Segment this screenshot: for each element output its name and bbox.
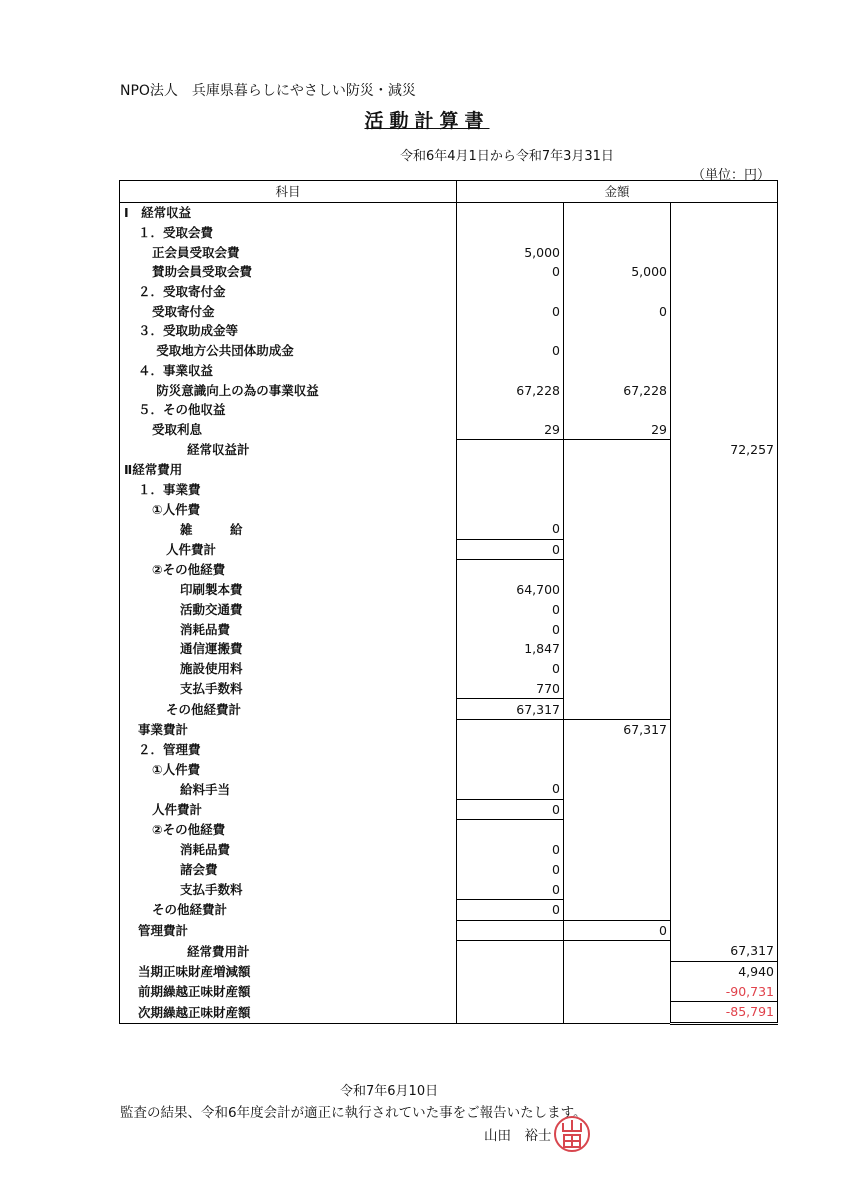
table-row [120,600,778,620]
row-subtotal-amount: 0 [564,920,671,941]
table-row [120,321,778,341]
row-total-amount [671,879,778,899]
row-total-amount [671,301,778,321]
row-subtotal-amount [564,282,671,302]
table-row [120,920,778,941]
row-detail-amount: 1,847 [457,639,564,659]
row-total-amount: 67,317 [671,941,778,961]
row-total-amount [671,420,778,440]
row-label: 給料手当 [120,779,457,799]
table-row [120,262,778,282]
row-subtotal-amount [564,659,671,679]
table-row [120,282,778,302]
row-detail-amount: 5,000 [457,242,564,262]
row-detail-amount [457,203,564,223]
row-label: ２．管理費 [120,740,457,760]
row-detail-amount: 0 [457,860,564,880]
row-total-amount [671,799,778,820]
organization-name: NPO法人 兵庫県暮らしにやさしい防災・減災 [120,83,416,99]
row-subtotal-amount [564,361,671,381]
row-total-amount [671,203,778,223]
row-detail-amount: 0 [457,341,564,361]
row-label: 当期正味財産増減額 [120,961,457,981]
table-row [120,879,778,899]
row-detail-amount: 0 [457,799,564,820]
row-label: ３．受取助成金等 [120,321,457,341]
row-subtotal-amount [564,699,671,720]
table-row [120,699,778,720]
table-row [120,679,778,699]
row-total-amount [671,639,778,659]
row-detail-amount: 64,700 [457,580,564,600]
row-total-amount [671,900,778,921]
row-total-amount: 72,257 [671,440,778,460]
row-total-amount [671,759,778,779]
row-total-amount [671,740,778,760]
row-label: 経常費用計 [120,941,457,961]
row-label: その他経費計 [120,900,457,921]
row-total-amount [671,519,778,539]
row-detail-amount: 0 [457,659,564,679]
table-row [120,840,778,860]
table-row [120,301,778,321]
row-label: ①人件費 [120,759,457,779]
row-label: ②その他経費 [120,560,457,580]
row-label: ５．その他収益 [120,400,457,420]
row-label: 受取地方公共団体助成金 [120,341,457,361]
table-row [120,361,778,381]
row-detail-amount [457,941,564,961]
row-subtotal-amount: 67,317 [564,719,671,739]
row-label: 支払手数料 [120,679,457,699]
row-label: 正会員受取会費 [120,242,457,262]
table-body [120,203,778,1024]
row-detail-amount [457,282,564,302]
row-detail-amount [457,920,564,941]
row-label: 管理費計 [120,920,457,941]
table-row [120,759,778,779]
row-label: 受取利息 [120,420,457,440]
table-row [120,400,778,420]
row-detail-amount: 0 [457,879,564,899]
table-row [120,420,778,440]
row-detail-amount: 67,317 [457,699,564,720]
row-label: その他経費計 [120,699,457,720]
table-row [120,659,778,679]
row-detail-amount [457,820,564,840]
table-row [120,900,778,921]
header-subject: 科目 [120,181,457,203]
row-subtotal-amount [564,860,671,880]
row-subtotal-amount [564,539,671,560]
row-subtotal-amount [564,799,671,820]
activity-statement-table [119,180,778,1025]
row-total-amount [671,480,778,500]
row-total-amount [671,719,778,739]
row-detail-amount [457,361,564,381]
row-label: 消耗品費 [120,840,457,860]
row-total-amount: -90,731 [671,981,778,1001]
row-subtotal-amount [564,460,671,480]
table-row [120,539,778,560]
table-row [120,380,778,400]
table-row [120,1002,778,1024]
row-label: Ⅱ経常費用 [120,460,457,480]
table-row [120,719,778,739]
row-detail-amount: 0 [457,301,564,321]
row-subtotal-amount: 29 [564,420,671,440]
row-label: ２．受取寄付金 [120,282,457,302]
row-total-amount [671,699,778,720]
row-subtotal-amount [564,1002,671,1024]
row-subtotal-amount [564,759,671,779]
row-subtotal-amount [564,480,671,500]
row-label: ４．事業収益 [120,361,457,381]
row-detail-amount: 29 [457,420,564,440]
row-subtotal-amount [564,679,671,699]
row-subtotal-amount [564,941,671,961]
row-label: 事業費計 [120,719,457,739]
row-total-amount [671,223,778,243]
row-label: 印刷製本費 [120,580,457,600]
row-subtotal-amount [564,560,671,580]
row-label: Ⅰ 経常収益 [120,203,457,223]
row-detail-amount: 0 [457,519,564,539]
row-detail-amount: 0 [457,262,564,282]
row-subtotal-amount: 5,000 [564,262,671,282]
row-subtotal-amount [564,580,671,600]
row-subtotal-amount [564,900,671,921]
row-detail-amount: 770 [457,679,564,699]
row-total-amount [671,779,778,799]
table-header-row [120,181,778,203]
auditor-name: 山田 裕士 [484,1128,552,1144]
table-row [120,799,778,820]
row-label: １．受取会費 [120,223,457,243]
row-detail-amount [457,560,564,580]
row-label: 施設使用料 [120,659,457,679]
row-total-amount [671,840,778,860]
row-total-amount [671,659,778,679]
row-detail-amount [457,321,564,341]
table-row [120,203,778,223]
table-row [120,619,778,639]
row-detail-amount: 0 [457,900,564,921]
table-row [120,981,778,1001]
document-title-wrap [0,106,848,133]
row-label: 人件費計 [120,539,457,560]
fiscal-period: 令和6年4月1日から令和7年3月31日 [400,149,614,164]
row-subtotal-amount [564,203,671,223]
row-total-amount [671,460,778,480]
table-row [120,740,778,760]
row-detail-amount: 0 [457,840,564,860]
row-total-amount [671,361,778,381]
row-label: 消耗品費 [120,619,457,639]
row-subtotal-amount [564,961,671,981]
row-subtotal-amount [564,619,671,639]
row-total-amount: 4,940 [671,961,778,981]
row-subtotal-amount [564,740,671,760]
row-subtotal-amount [564,981,671,1001]
table-row [120,519,778,539]
row-subtotal-amount [564,639,671,659]
table-row [120,820,778,840]
row-label: 活動交通費 [120,600,457,620]
row-label: 諸会費 [120,860,457,880]
row-detail-amount [457,719,564,739]
row-detail-amount: 0 [457,779,564,799]
row-detail-amount: 0 [457,619,564,639]
row-detail-amount: 0 [457,600,564,620]
row-subtotal-amount [564,400,671,420]
row-detail-amount [457,480,564,500]
row-subtotal-amount [564,223,671,243]
row-detail-amount: 0 [457,539,564,560]
row-detail-amount [457,400,564,420]
row-total-amount [671,539,778,560]
table-row [120,242,778,262]
table-row [120,639,778,659]
row-label: ①人件費 [120,499,457,519]
row-total-amount [671,619,778,639]
row-detail-amount [457,440,564,460]
audit-date: 令和7年6月10日 [340,1084,439,1099]
row-detail-amount [457,961,564,981]
seal-stamp-icon [552,1114,592,1154]
row-detail-amount: 67,228 [457,380,564,400]
row-subtotal-amount [564,779,671,799]
row-subtotal-amount [564,879,671,899]
row-total-amount [671,341,778,361]
header-amount: 金額 [457,181,778,203]
table-row [120,961,778,981]
row-subtotal-amount: 0 [564,301,671,321]
row-detail-amount [457,499,564,519]
row-subtotal-amount [564,840,671,860]
row-total-amount [671,560,778,580]
row-label: 受取寄付金 [120,301,457,321]
row-total-amount [671,400,778,420]
row-subtotal-amount [564,600,671,620]
row-total-amount [671,580,778,600]
row-detail-amount [457,759,564,779]
row-subtotal-amount [564,440,671,460]
row-label: 通信運搬費 [120,639,457,659]
row-total-amount [671,600,778,620]
row-total-amount [671,380,778,400]
row-label: 経常収益計 [120,440,457,460]
document-title: 活動計算書 [364,110,490,132]
table-row [120,480,778,500]
table-row [120,341,778,361]
table-row [120,941,778,961]
table-row [120,779,778,799]
row-total-amount [671,499,778,519]
row-label: 支払手数料 [120,879,457,899]
row-label: １．事業費 [120,480,457,500]
row-detail-amount [457,460,564,480]
table-row [120,560,778,580]
table-row [120,499,778,519]
table-row [120,860,778,880]
row-label: 次期繰越正味財産額 [120,1002,457,1024]
row-total-amount [671,679,778,699]
table-row [120,460,778,480]
row-total-amount [671,860,778,880]
row-total-amount [671,920,778,941]
table-row [120,580,778,600]
row-subtotal-amount [564,341,671,361]
row-total-amount: -85,791 [671,1002,778,1024]
row-label: 前期繰越正味財産額 [120,981,457,1001]
table-row [120,440,778,460]
row-total-amount [671,242,778,262]
row-detail-amount [457,223,564,243]
row-subtotal-amount [564,499,671,519]
row-detail-amount [457,740,564,760]
row-detail-amount [457,1002,564,1024]
row-total-amount [671,262,778,282]
row-label: 防災意識向上の為の事業収益 [120,380,457,400]
row-subtotal-amount: 67,228 [564,380,671,400]
row-subtotal-amount [564,519,671,539]
table-row [120,223,778,243]
row-total-amount [671,282,778,302]
audit-statement: 監査の結果、令和6年度会計が適正に執行されていた事をご報告いたします。 [120,1105,587,1121]
row-total-amount [671,820,778,840]
row-detail-amount [457,981,564,1001]
row-label: 人件費計 [120,799,457,820]
row-label: 賛助会員受取会費 [120,262,457,282]
unit-label: （単位：円） [691,168,770,183]
row-label: 雑 給 [120,519,457,539]
row-subtotal-amount [564,242,671,262]
row-subtotal-amount [564,321,671,341]
row-subtotal-amount [564,820,671,840]
row-total-amount [671,321,778,341]
row-label: ②その他経費 [120,820,457,840]
